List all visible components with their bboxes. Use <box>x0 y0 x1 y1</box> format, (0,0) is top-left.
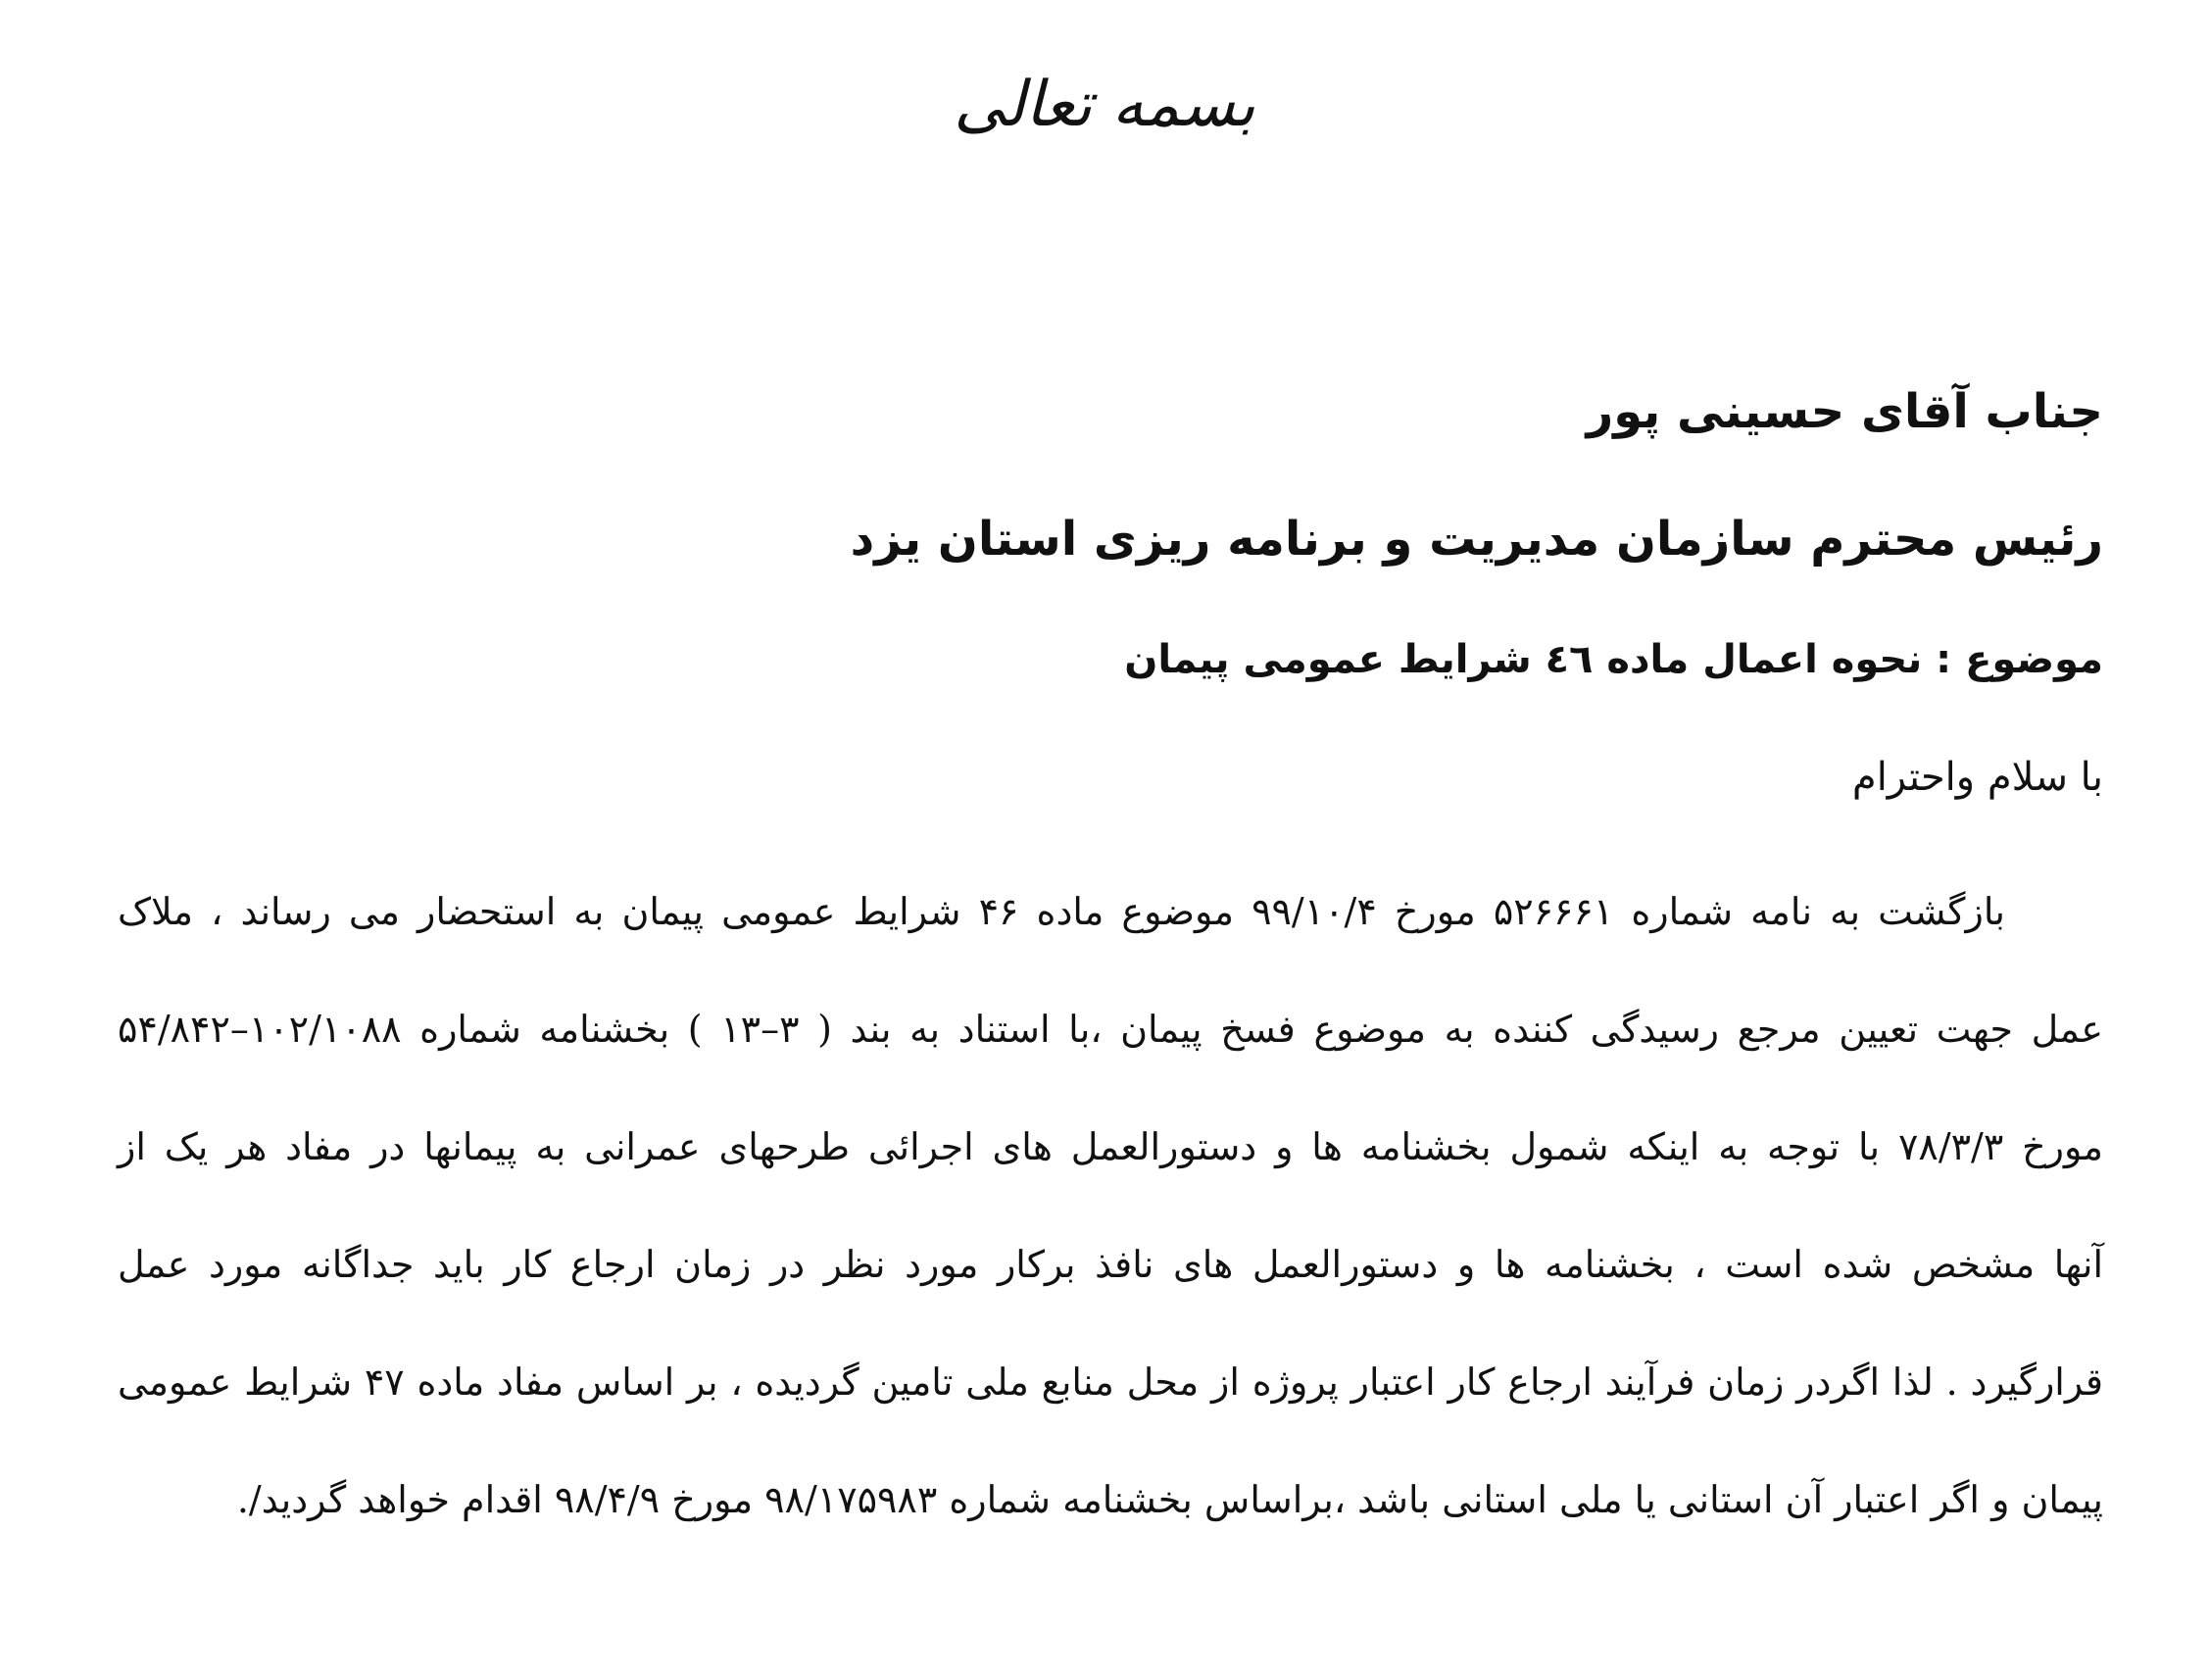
recipient-title: رئیس محترم سازمان مدیریت و برنامه ریزی استان یزد <box>850 512 2103 567</box>
basmala-header: بسمه تعالی <box>954 69 1255 141</box>
subject-line: موضوع : نحوه اعمال ماده ٤٦ شرایط عمومی پیمان <box>1124 637 2103 682</box>
recipient-name: جناب آقای حسینی پور <box>1586 384 2103 439</box>
body-line: پیمان و اگر اعتبار آن استانی یا ملی استانی باشد ،براساس بخشنامه شماره ۹۸/۱۷۵۹۸۳ مورخ ۹۸/۴/۹ اقدام خواهد گردید/. <box>236 1478 2103 1521</box>
body-line: مورخ ۷۸/۳/۳ با توجه به اینکه شمول بخشنامه ها و دستورالعمل های اجرائی طرحهای عمرانی به پیمانها در مفاد هر یک از <box>118 1125 2103 1168</box>
letter-body <box>118 853 2103 1558</box>
greeting: با سلام واحترام <box>1851 755 2103 800</box>
body-line: بازگشت به نامه شماره ۵۲۶۶۶۱ مورخ ۹۹/۱۰/۴ موضوع ماده ۴۶ شرایط عمومی پیمان به استحضار می رساند ، ملاک <box>118 890 2005 933</box>
body-line: آنها مشخص شده است ، بخشنامه ها و دستورالعمل های نافذ برکار مورد نظر در زمان ارجاع کار باید جداگانه مورد عمل <box>118 1243 2103 1286</box>
body-line: عمل جهت تعیین مرجع رسیدگی کننده به موضوع فسخ پیمان ،با استناد به بند ( ۳–۱۳ ) بخشنامه شماره ۱۰۲/۱۰۸۸–۵۴/۸۴۲ <box>118 1008 2103 1051</box>
body-line: قرارگیرد . لذا اگردر زمان فرآیند ارجاع کار اعتبار پروژه از محل منابع ملی تامین گردیده ، بر اساس مفاد ماده ۴۷ شرایط عمومی <box>118 1360 2103 1404</box>
